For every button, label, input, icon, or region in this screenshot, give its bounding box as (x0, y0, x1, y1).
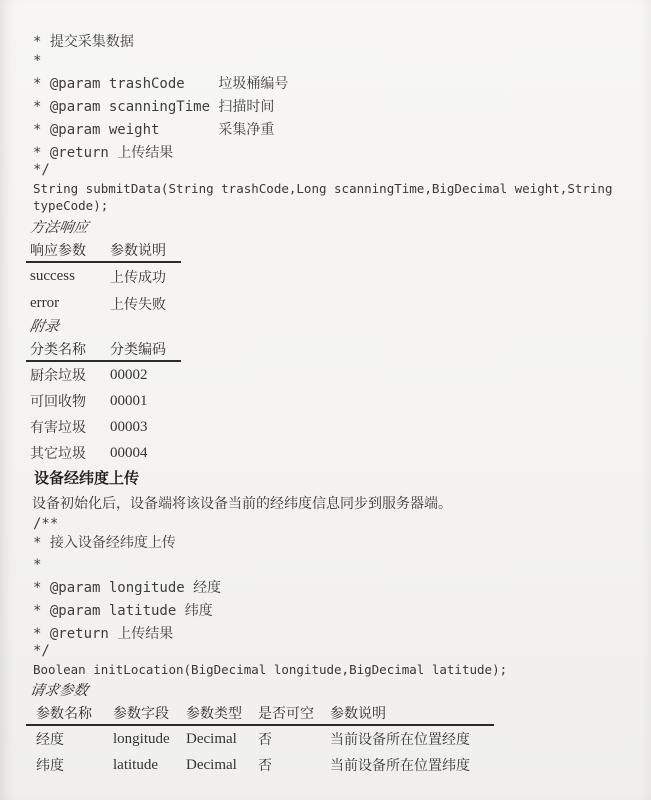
appendix-heading-label: 附录 (28, 319, 61, 335)
comment-line: * 接入设备经纬度上传 (33, 535, 176, 551)
column-header: 分类编码 (110, 341, 166, 357)
param-field-cell: latitude (113, 756, 158, 773)
table-row (26, 414, 641, 440)
response-desc-cell: 上传成功 (110, 268, 166, 285)
param-name-cell: 纬度 (36, 757, 64, 773)
comment-line: * (33, 557, 42, 573)
comment-line: * (33, 53, 42, 69)
param-nullable-cell: 否 (258, 757, 272, 773)
response-desc-cell: 上传失败 (110, 295, 166, 312)
table-row (26, 263, 641, 290)
request-table-header-row (26, 705, 494, 726)
request-params-heading (30, 681, 641, 701)
column-header: 参数类型 (186, 705, 242, 721)
response-param-cell: error (30, 295, 60, 311)
request-params-heading-label: 请求参数 (28, 683, 90, 699)
method-response-heading (30, 218, 641, 238)
response-table-header-row (26, 242, 181, 263)
table-row (26, 440, 641, 466)
category-name-cell: 可回收物 (30, 393, 86, 409)
method-signature-line: typeCode); (33, 198, 109, 213)
category-code-cell: 00003 (110, 418, 148, 435)
table-row (26, 362, 641, 388)
param-name-cell: 经度 (36, 731, 64, 747)
comment-line: * @return 上传结果 (33, 145, 174, 161)
category-code-cell: 00004 (110, 444, 148, 461)
param-type-cell: Decimal (186, 730, 237, 747)
method-response-heading-label: 方法响应 (28, 220, 90, 236)
table-row (26, 290, 641, 317)
table-row (26, 726, 641, 752)
category-name-cell: 其它垃圾 (30, 445, 86, 461)
comment-line: * @param longitude 经度 (33, 580, 222, 596)
response-table (26, 242, 641, 317)
column-header: 响应参数 (30, 242, 86, 258)
comment-line: /** (33, 516, 59, 532)
method-signature-line: String submitData(String trashCode,Long scanningTime,BigDecimal weight,String (33, 181, 613, 196)
comment-line: * @return 上传结果 (33, 626, 174, 642)
comment-line: * @param latitude 纬度 (33, 603, 213, 619)
column-header: 参数字段 (113, 705, 169, 721)
param-nullable-cell: 否 (258, 731, 272, 747)
appendix-table-header-row (26, 341, 181, 362)
javadoc-block-submit-data (33, 34, 641, 214)
method-signature-line: Boolean initLocation(BigDecimal longitude,BigDecimal latitude); (33, 662, 508, 677)
table-row (26, 388, 641, 414)
response-param-cell: success (30, 268, 75, 284)
javadoc-block-init-location (33, 516, 641, 678)
comment-line: * @param weight 采集净重 (33, 122, 275, 138)
comment-line: * @param scanningTime 扫描时间 (33, 99, 275, 115)
table-row (26, 752, 641, 778)
section-title: 设备经纬度上传 (34, 470, 140, 487)
category-code-cell: 00002 (110, 366, 148, 383)
param-desc-cell: 当前设备所在位置纬度 (330, 757, 470, 773)
request-table (26, 705, 641, 778)
category-name-cell: 有害垃圾 (30, 419, 86, 435)
comment-line: */ (33, 162, 50, 178)
column-header: 参数名称 (36, 705, 92, 721)
param-field-cell: longitude (113, 730, 170, 747)
param-desc-cell: 当前设备所在位置经度 (330, 731, 470, 747)
comment-line: * 提交采集数据 (33, 34, 134, 50)
category-name-cell: 厨余垃圾 (30, 367, 86, 383)
section-intro: 设备初始化后，设备端将该设备当前的经纬度信息同步到服务器端。 (32, 495, 452, 511)
column-header: 参数说明 (330, 705, 386, 721)
category-code-cell: 00001 (110, 392, 148, 409)
comment-line: * @param trashCode 垃圾桶编号 (33, 76, 289, 92)
appendix-heading (30, 317, 641, 337)
column-header: 参数说明 (110, 242, 166, 258)
comment-line: */ (33, 643, 50, 659)
appendix-table (26, 341, 641, 466)
param-type-cell: Decimal (186, 756, 237, 773)
column-header: 分类名称 (30, 341, 86, 357)
column-header: 是否可空 (258, 705, 314, 721)
